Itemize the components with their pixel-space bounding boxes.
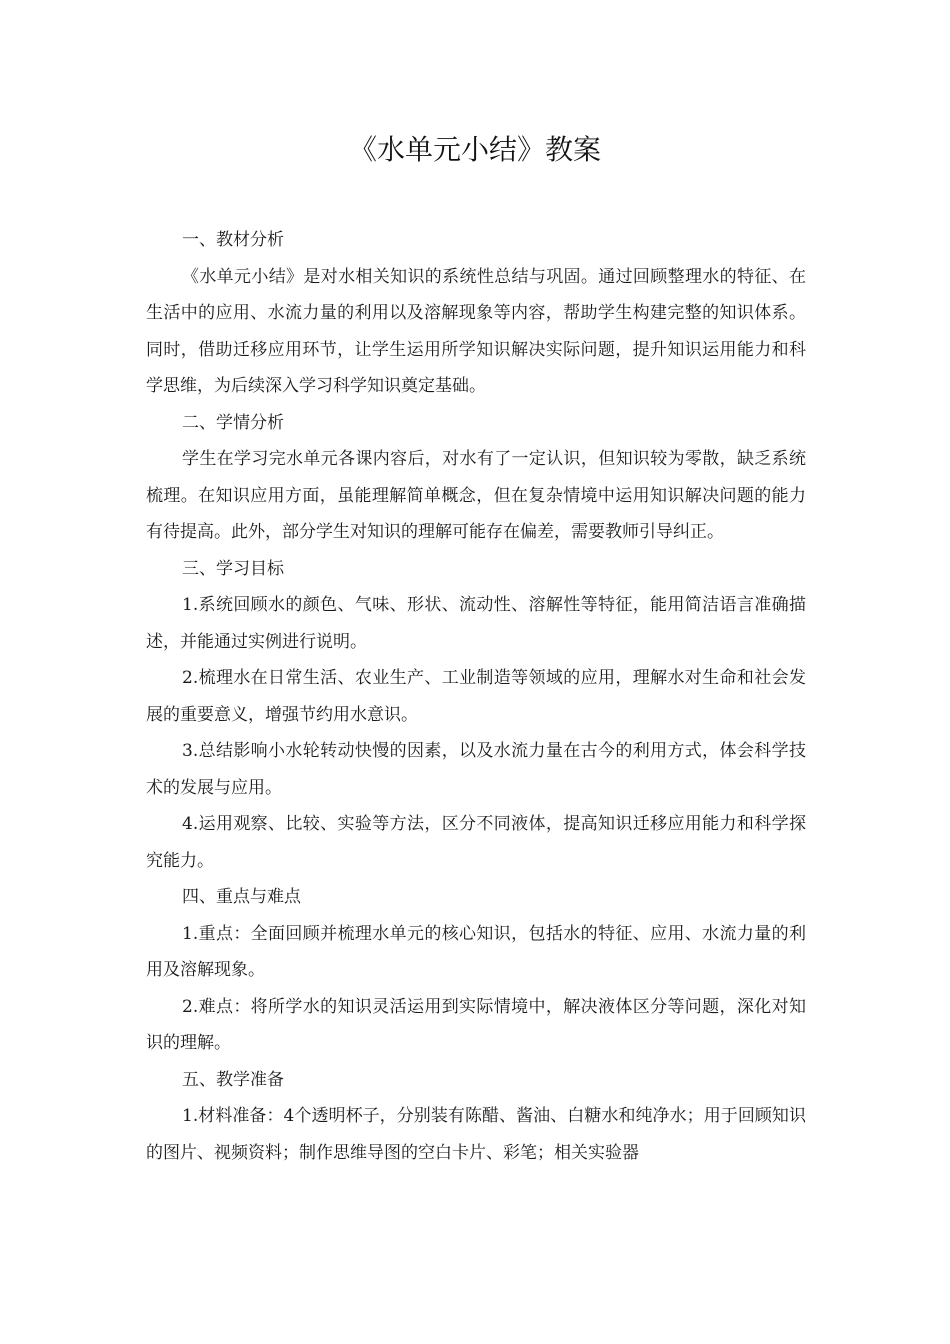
section-heading-textbook-analysis: 一、教材分析	[182, 230, 284, 250]
section-heading-learning-goals: 三、学习目标	[182, 558, 284, 579]
paragraph-textbook-analysis: 《水单元小结》是对水相关知识的系统性总结与巩固。通过回顾整理水的特征、在生活中的应用、水流力量的利用以及溶解现象等内容，帮助学生构建完整的知识体系。同时，借助迁移应用环节，让学生运用所学知识解决实际问题，提升知识运用能力和科学思维，为后续深入学习科学知识奠定基础。	[146, 266, 806, 396]
key-point-item: 1.重点：全面回顾并梳理水单元的核心知识，包括水的特征、应用、水流力量的利用及溶解现象。	[146, 923, 806, 980]
goal-item-4: 4.运用观察、比较、实验等方法，区分不同液体，提高知识迁移应用能力和科学探究能力。	[146, 814, 806, 871]
goal-item-1: 1.系统回顾水的颜色、气味、形状、流动性、溶解性等特征，能用简洁语言准确描述，并能通过实例进行说明。	[146, 595, 806, 652]
section-heading-preparation: 五、教学准备	[182, 1069, 284, 1090]
paragraph-student-analysis: 学生在学习完水单元各课内容后，对水有了一定认识，但知识较为零散，缺乏系统梳理。在知识应用方面，虽能理解简单概念，但在复杂情境中运用知识解决问题的能力有待提高。此外，部分学生对知识的理解可能存在偏差，需要教师引导纠正。	[146, 449, 806, 542]
section-heading-student-analysis: 二、学情分析	[182, 412, 284, 433]
goal-item-3: 3.总结影响小水轮转动快慢的因素，以及水流力量在古今的利用方式，体会科学技术的发展与应用。	[146, 741, 806, 798]
document-title: 《水单元小结》教案	[348, 133, 601, 166]
preparation-item-1: 1.材料准备：4个透明杯子，分别装有陈醋、酱油、白糖水和纯净水；用于回顾知识的图片、视频资料；制作思维导图的空白卡片、彩笔；相关实验器	[146, 1106, 806, 1163]
document-body	[146, 222, 806, 1171]
goal-item-2: 2.梳理水在日常生活、农业生产、工业制造等领域的应用，理解水对生命和社会发展的重要意义，增强节约用水意识。	[146, 668, 806, 725]
difficulty-item: 2.难点：将所学水的知识灵活运用到实际情境中，解决液体区分等问题，深化对知识的理解。	[146, 996, 806, 1053]
section-heading-key-points: 四、重点与难点	[182, 887, 301, 907]
